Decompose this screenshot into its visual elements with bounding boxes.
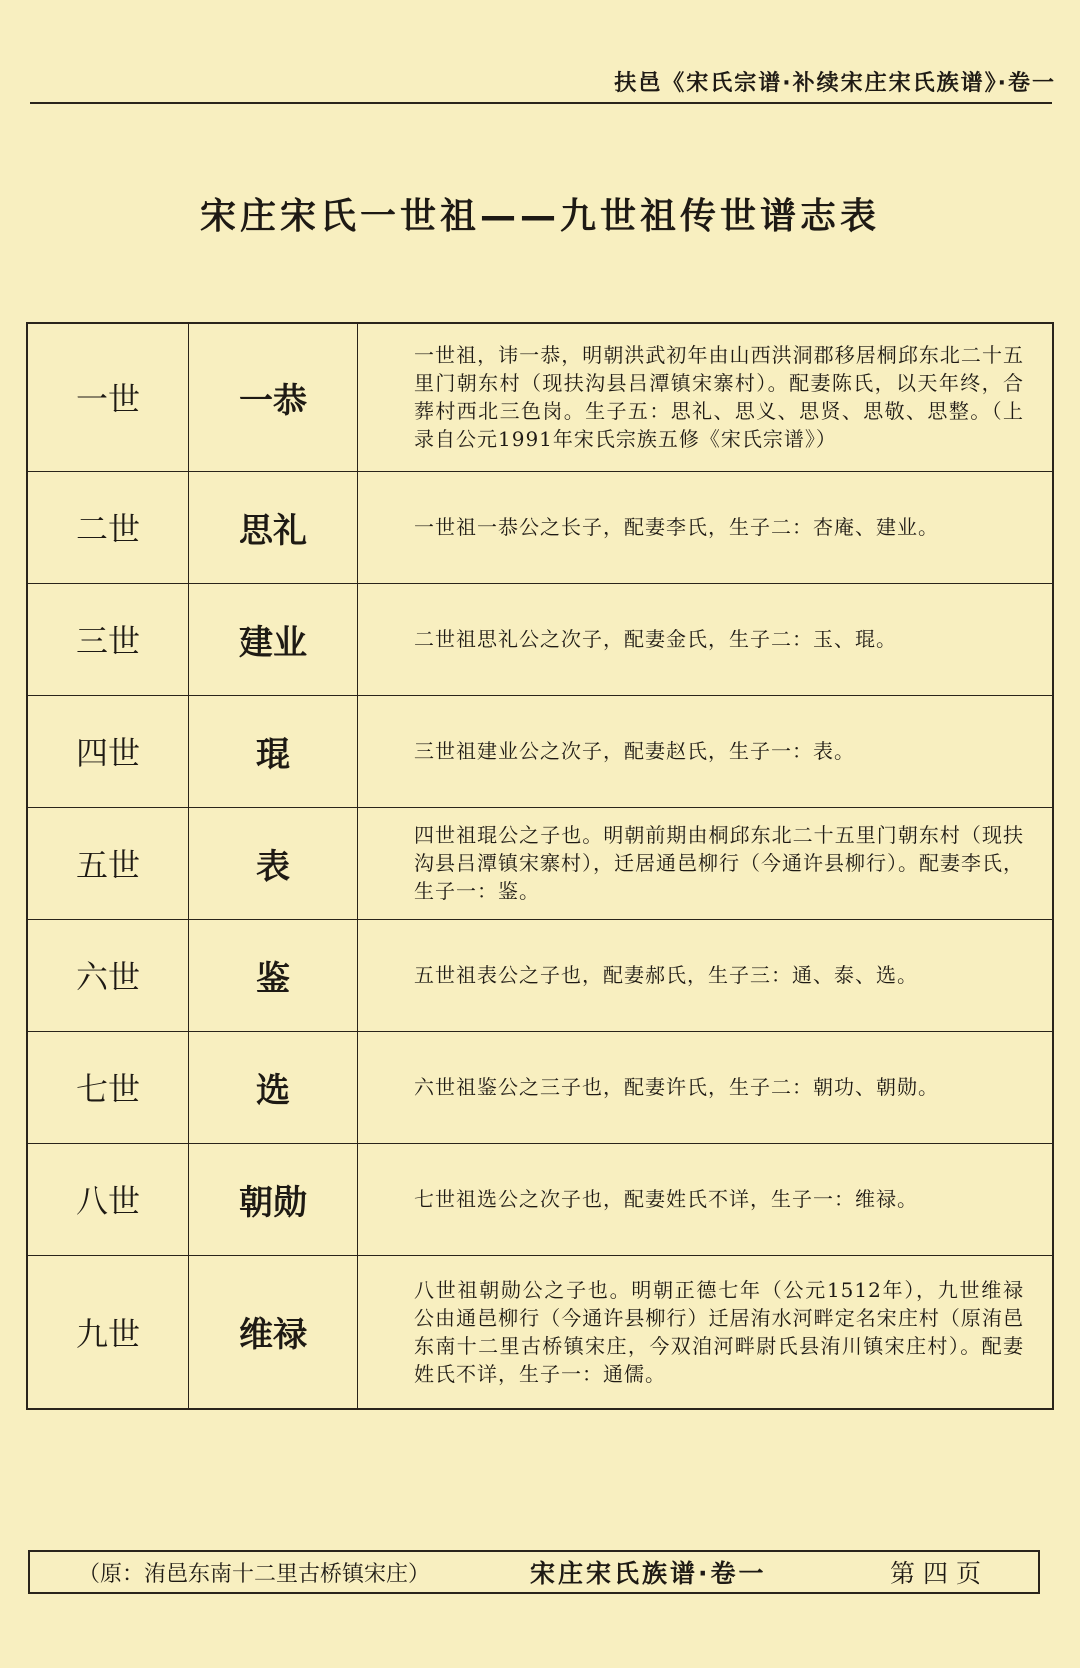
ancestor-name-cell: 鉴 (189, 919, 358, 1031)
description-cell: 七世祖选公之次子也，配妻姓氏不详，生子一：维禄。 (358, 1143, 1054, 1255)
description-cell: 六世祖鉴公之三子也，配妻许氏，生子二：朝功、朝勋。 (358, 1031, 1054, 1143)
header-rule (30, 102, 1052, 104)
footer-origin: （原：洧邑东南十二里古桥镇宋庄） (78, 1561, 431, 1587)
table-row (27, 583, 1053, 695)
page-title: 宋庄宋氏一世祖——九世祖传世谱志表 (199, 196, 880, 237)
table-row (27, 323, 1053, 471)
ancestor-name-cell: 选 (189, 1031, 358, 1143)
description-cell: 八世祖朝勋公之子也。明朝正德七年（公元1512年），九世维禄公由通邑柳行（今通许县柳行）迁居洧水河畔定名宋庄村（原洧邑东南十二里古桥镇宋庄，今双洎河畔尉氏县洧川镇宋庄村）。配妻姓氏不详，生子一：通儒。 (358, 1255, 1054, 1409)
genealogy-table (26, 322, 1054, 1410)
running-header: 扶邑《宋氏宗谱·补续宋庄宋氏族谱》·卷一 (614, 71, 1056, 96)
table-row (27, 1143, 1053, 1255)
ancestor-name-cell: 维禄 (189, 1255, 358, 1409)
description-cell: 三世祖建业公之次子，配妻赵氏，生子一：表。 (358, 695, 1054, 807)
ancestor-name-cell: 一恭 (189, 323, 358, 471)
footer-book-title: 宋庄宋氏族谱·卷一 (530, 1559, 767, 1588)
ancestor-name-cell: 表 (189, 807, 358, 919)
table-row (27, 807, 1053, 919)
table-row (27, 695, 1053, 807)
table-row (27, 1255, 1053, 1409)
generation-cell: 三世 (27, 583, 189, 695)
table-row (27, 471, 1053, 583)
description-cell: 一世祖，讳一恭，明朝洪武初年由山西洪洞郡移居桐邱东北二十五里门朝东村（现扶沟县吕潭镇宋寨村）。配妻陈氏，以天年终，合葬村西北三色岗。生子五：思礼、思义、思贤、思敬、思整。（上录自公元1991年宋氏宗族五修《宋氏宗谱》） (358, 323, 1054, 471)
generation-cell: 四世 (27, 695, 189, 807)
table-row (27, 919, 1053, 1031)
ancestor-name-cell: 朝勋 (189, 1143, 358, 1255)
ancestor-name-cell: 建业 (189, 583, 358, 695)
description-cell: 一世祖一恭公之长子，配妻李氏，生子二：杏庵、建业。 (358, 471, 1054, 583)
generation-cell: 八世 (27, 1143, 189, 1255)
description-cell: 二世祖思礼公之次子，配妻金氏，生子二：玉、琨。 (358, 583, 1054, 695)
generation-cell: 五世 (27, 807, 189, 919)
generation-cell: 七世 (27, 1031, 189, 1143)
page-number: 第四页 (890, 1559, 990, 1588)
generation-cell: 六世 (27, 919, 189, 1031)
table-row (27, 1031, 1053, 1143)
description-cell: 四世祖琨公之子也。明朝前期由桐邱东北二十五里门朝东村（现扶沟县吕潭镇宋寨村），迁居通邑柳行（今通许县柳行）。配妻李氏，生子一：鉴。 (358, 807, 1054, 919)
generation-cell: 二世 (27, 471, 189, 583)
ancestor-name-cell: 思礼 (189, 471, 358, 583)
description-cell: 五世祖表公之子也，配妻郝氏，生子三：通、泰、选。 (358, 919, 1054, 1031)
page-footer (28, 1550, 1040, 1594)
ancestor-name-cell: 琨 (189, 695, 358, 807)
generation-cell: 一世 (27, 323, 189, 471)
generation-cell: 九世 (27, 1255, 189, 1409)
